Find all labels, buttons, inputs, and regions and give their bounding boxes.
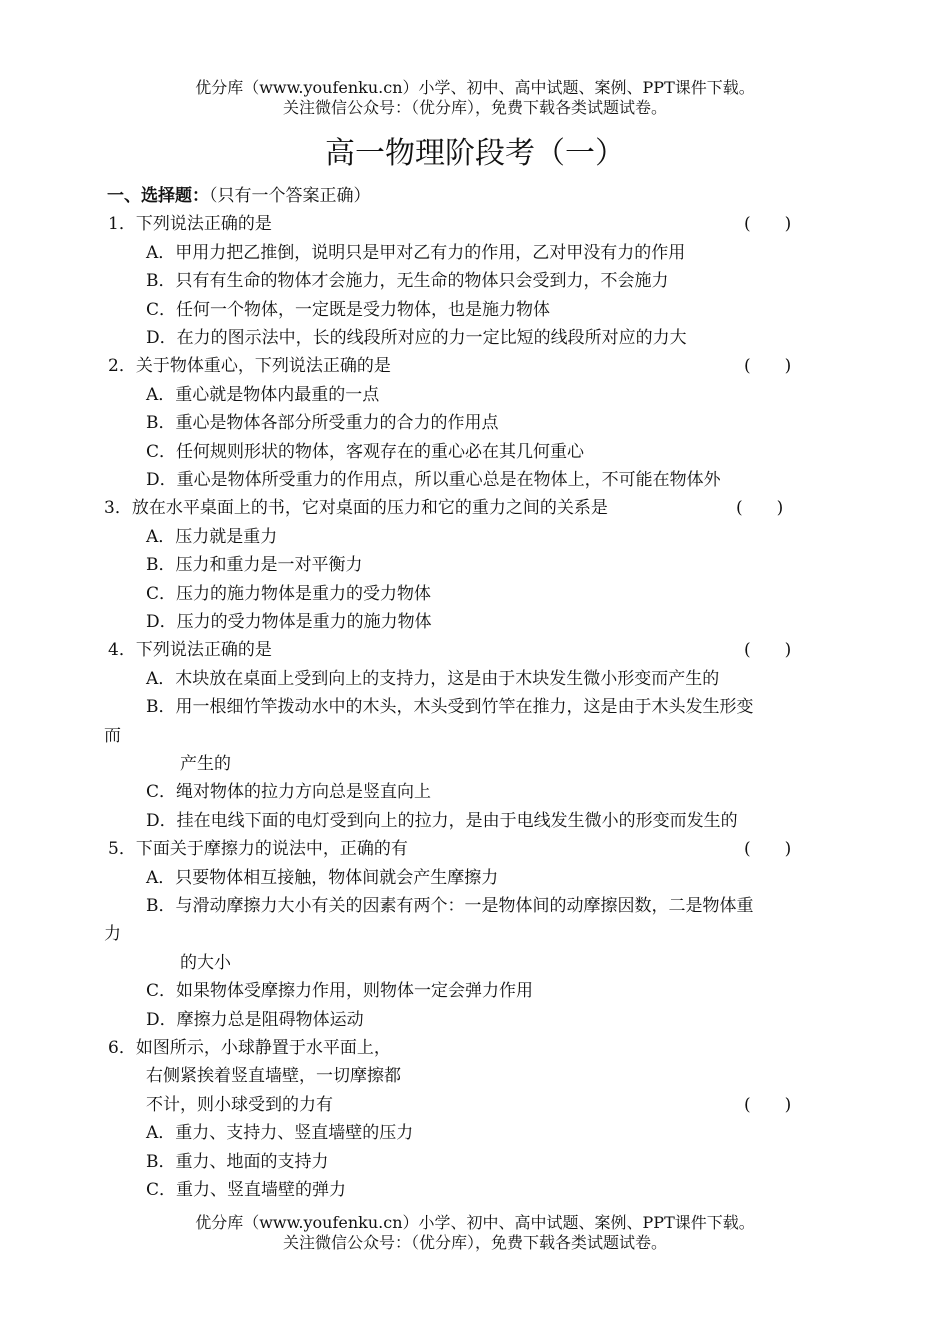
question-4-option-c: C．绳对物体的拉力方向总是竖直向上 (146, 782, 432, 802)
question-6-stem-2: 右侧紧挨着竖直墙壁，一切摩擦都 (146, 1066, 401, 1086)
question-4-option-a: A．木块放在桌面上受到向上的支持力，这是由于木块发生微小形变而产生的 (146, 669, 720, 689)
section-note: （只有一个答案正确） (209, 186, 371, 206)
section-label: 一、选择题： (107, 186, 209, 206)
question-5-option-c: C．如果物体受摩擦力作用，则物体一定会弹力作用 (146, 981, 534, 1001)
answer-blank-6: ( ) (744, 1095, 792, 1115)
answer-blank-1: ( ) (744, 214, 792, 234)
question-4-stem: 4．下列说法正确的是 (108, 640, 272, 660)
question-6-option-a: A．重力、支持力、竖直墙壁的压力 (146, 1123, 414, 1143)
question-6-option-b: B．重力、地面的支持力 (146, 1152, 329, 1172)
question-1-option-d: D．在力的图示法中，长的线段所对应的力一定比短的线段所对应的力大 (146, 328, 687, 348)
answer-blank-3: ( ) (736, 498, 784, 518)
question-2-option-b: B．重心是物体各部分所受重力的合力的作用点 (146, 413, 499, 433)
question-6-stem-1: 6．如图所示，小球静置于水平面上， (108, 1038, 391, 1058)
question-5-option-d: D．摩擦力总是阻碍物体运动 (146, 1010, 364, 1030)
question-2-option-a: A．重心就是物体内最重的一点 (146, 385, 380, 405)
answer-blank-5: ( ) (744, 839, 792, 859)
question-6-stem-3: 不计，则小球受到的力有 (146, 1095, 333, 1115)
footer-line-2: 关注微信公众号：（优分库），免费下载各类试题试卷。 (282, 1233, 667, 1252)
question-5-stem: 5．下面关于摩擦力的说法中，正确的有 (108, 839, 408, 859)
answer-blank-2: ( ) (744, 356, 792, 376)
header-line-1: 优分库（www.youfenku.cn）小学、初中、高中试题、案例、PPT课件下载。 (195, 78, 755, 97)
question-4-option-d: D．挂在电线下面的电灯受到向上的拉力，是由于电线发生微小的形变而发生的 (146, 811, 738, 831)
question-4-option-b-wrap: 而 (104, 726, 121, 746)
question-1-stem: 1．下列说法正确的是 (108, 214, 272, 234)
header-line-2: 关注微信公众号：（优分库），免费下载各类试题试卷。 (282, 98, 667, 117)
question-4-option-b: B．用一根细竹竿拨动水中的木头，木头受到竹竿在推力，这是由于木头发生形变 (146, 697, 754, 717)
question-3-option-a: A．压力就是重力 (146, 527, 278, 547)
answer-blank-4: ( ) (744, 640, 792, 660)
question-2-option-d: D．重心是物体所受重力的作用点，所以重心总是在物体上，不可能在物体外 (146, 470, 721, 490)
question-5-option-b-wrap: 力 (104, 924, 121, 944)
section-heading (107, 186, 371, 206)
question-5-option-b: B．与滑动摩擦力大小有关的因素有两个：一是物体间的动摩擦因数，二是物体重 (146, 896, 754, 916)
question-1-option-a: A．甲用力把乙推倒，说明只是甲对乙有力的作用，乙对甲没有力的作用 (146, 243, 686, 263)
question-1-option-b: B．只有有生命的物体才会施力，无生命的物体只会受到力，不会施力 (146, 271, 669, 291)
question-3-option-b: B．压力和重力是一对平衡力 (146, 555, 363, 575)
footer-line-1: 优分库（www.youfenku.cn）小学、初中、高中试题、案例、PPT课件下载。 (195, 1213, 755, 1232)
question-4-option-b-cont: 产生的 (180, 754, 231, 774)
question-3-option-c: C．压力的施力物体是重力的受力物体 (146, 584, 432, 604)
question-2-stem: 2．关于物体重心，下列说法正确的是 (108, 356, 391, 376)
question-3-stem: 3．放在水平桌面上的书，它对桌面的压力和它的重力之间的关系是 (104, 498, 608, 518)
question-1-option-c: C．任何一个物体，一定既是受力物体，也是施力物体 (146, 300, 551, 320)
question-5-option-a: A．只要物体相互接触，物体间就会产生摩擦力 (146, 868, 499, 888)
page-title: 高一物理阶段考（一） (325, 136, 625, 171)
question-2-option-c: C．任何规则形状的物体，客观存在的重心必在其几何重心 (146, 442, 585, 462)
question-3-option-d: D．压力的受力物体是重力的施力物体 (146, 612, 432, 632)
question-6-option-c: C．重力、竖直墙壁的弹力 (146, 1180, 347, 1200)
question-5-option-b-cont: 的大小 (180, 953, 231, 973)
